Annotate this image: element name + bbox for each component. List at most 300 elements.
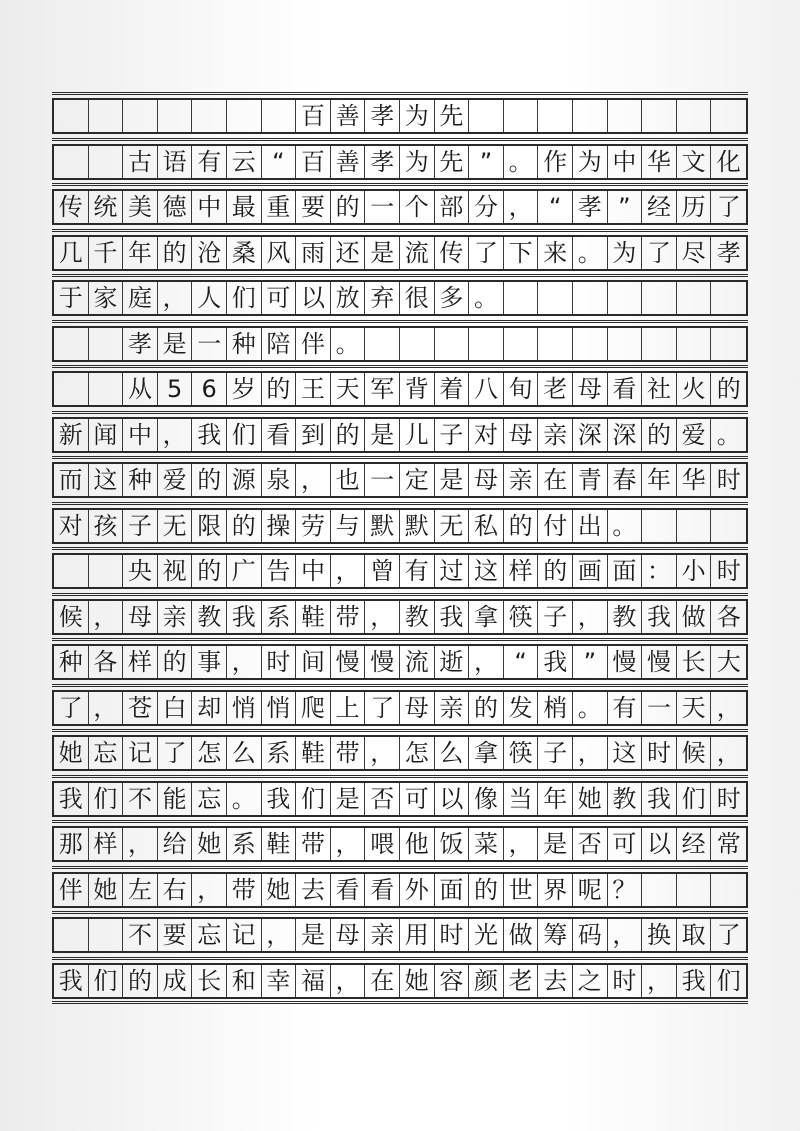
grid-cell: 美 (123, 191, 158, 223)
grid-cell: 的 (158, 646, 193, 678)
grid-cell (123, 100, 158, 132)
grid-cell: 鞋 (262, 828, 297, 860)
grid-cell (89, 100, 124, 132)
grid-cell: 当 (504, 783, 539, 815)
grid-cell: 对 (54, 510, 89, 542)
grid-cell: 各 (716, 602, 741, 631)
grid-cell: 候 (54, 601, 89, 633)
grid-cell: 她 (573, 783, 608, 815)
grid-cell (677, 328, 712, 360)
grid-cell: 一 (365, 464, 400, 496)
grid-cell: 这 (89, 464, 124, 496)
grid-cell: 春 (608, 464, 643, 496)
grid-cell: 华 (677, 464, 712, 496)
grid-cell: 陪 (262, 328, 297, 360)
grid-cell: ” (573, 646, 608, 678)
grid-cell: 伴 (296, 328, 331, 360)
grid-cell: 白 (158, 692, 193, 724)
grid-cell (538, 328, 573, 360)
grid-row (52, 235, 748, 271)
grid-cell: 经 (677, 828, 712, 860)
grid-cell: 5 (158, 373, 193, 405)
grid-cell: 教 (400, 601, 435, 633)
grid-cell: ， (123, 828, 158, 860)
grid-cell: 右 (158, 874, 193, 906)
grid-cell: 筷 (504, 601, 539, 633)
grid-cell: 时 (716, 466, 741, 494)
grid-row (52, 371, 748, 407)
grid-cell: 到 (296, 419, 331, 451)
grid-cell: 忘 (192, 919, 227, 951)
grid-row (52, 326, 748, 362)
grid-cell: 的 (227, 510, 262, 542)
grid-cell: 可 (400, 783, 435, 815)
grid-cell (711, 282, 746, 314)
grid-cell: 老 (504, 965, 539, 997)
grid-cell: 我 (642, 601, 677, 633)
grid-cell: 旬 (504, 373, 539, 405)
row-rule (52, 138, 748, 141)
grid-cell: 部 (435, 191, 470, 223)
grid-cell: 要 (158, 919, 193, 951)
grid-cell: ： (642, 555, 677, 587)
grid-cell: 们 (89, 783, 124, 815)
grid-cell: 是 (331, 783, 366, 815)
grid-cell: 面 (608, 555, 643, 587)
grid-cell: 化 (716, 147, 741, 176)
grid-cell: 做 (504, 919, 539, 951)
grid-cell: 慢 (642, 646, 677, 678)
grid-cell: 们 (296, 783, 331, 815)
grid-cell: 忘 (89, 737, 124, 769)
grid-cell (504, 282, 539, 314)
grid-cell: 记 (227, 919, 262, 951)
grid-cell: 发 (504, 692, 539, 724)
grid-row (52, 872, 748, 908)
row-rule (52, 92, 748, 95)
grid-cell (89, 328, 124, 360)
grid-cell: 有 (192, 146, 227, 178)
grid-cell: 先 (435, 146, 470, 178)
grid-cell: 孝 (365, 100, 400, 132)
grid-cell: 八 (469, 373, 504, 405)
grid-cell: ， (262, 919, 297, 951)
grid-cell: 了 (54, 692, 89, 724)
grid-cell (158, 100, 193, 132)
grid-cell: 。 (331, 328, 366, 360)
grid-cell: 鞋 (296, 601, 331, 633)
grid-cell: 央 (123, 555, 158, 587)
grid-cell (89, 555, 124, 587)
grid-cell: 沧 (192, 237, 227, 269)
grid-cell: 带 (227, 874, 262, 906)
grid-cell: 了 (365, 692, 400, 724)
grid-cell: 要 (296, 191, 331, 223)
grid-cell: ， (331, 555, 366, 587)
grid-cell: 默 (365, 510, 400, 542)
grid-cell: 子 (538, 601, 573, 633)
grid-cell: 华 (642, 146, 677, 178)
grid-cell: 老 (538, 373, 573, 405)
grid-cell: ， (158, 282, 193, 314)
grid-cell: 中 (123, 419, 158, 451)
grid-cell: ， (716, 693, 741, 722)
grid-cell: 伴 (54, 874, 89, 906)
grid-cell: 人 (192, 282, 227, 314)
row-rule (52, 866, 748, 869)
grid-cell (573, 328, 608, 360)
grid-cell: 看 (331, 874, 366, 906)
grid-cell: 的 (469, 874, 504, 906)
grid-cell: 告 (262, 555, 297, 587)
grid-cell: 上 (331, 692, 366, 724)
grid-cell: 无 (435, 510, 470, 542)
grid-cell: 中 (296, 555, 331, 587)
grid-cell: 否 (573, 828, 608, 860)
grid-cell: 容 (435, 965, 470, 997)
grid-cell: 鞋 (296, 737, 331, 769)
row-rule (52, 729, 748, 732)
grid-cell: 亲 (365, 919, 400, 951)
grid-cell: 和 (227, 965, 262, 997)
grid-cell: 成 (158, 965, 193, 997)
grid-cell: 年 (642, 464, 677, 496)
grid-cell: 常 (716, 830, 741, 858)
grid-cell: 雨 (296, 237, 331, 269)
grid-cell: 百 (296, 146, 331, 178)
grid-cell: 从 (123, 373, 158, 405)
grid-cell: 时 (716, 784, 741, 813)
grid-cell: 大 (716, 648, 741, 676)
grid-cell: 的 (331, 191, 366, 223)
row-rule (52, 911, 748, 914)
grid-cell: 系 (262, 601, 297, 633)
grid-cell: 小 (677, 555, 712, 587)
grid-cell: 爱 (677, 419, 712, 451)
grid-row (52, 917, 748, 953)
grid-cell: ” (469, 146, 504, 178)
grid-cell: 的 (123, 965, 158, 997)
grid-cell (677, 510, 712, 542)
grid-cell (711, 328, 746, 360)
grid-cell: 的 (642, 419, 677, 451)
grid-cell: 无 (158, 510, 193, 542)
grid-cell: 母 (123, 601, 158, 633)
grid-cell: 做 (677, 601, 712, 633)
grid-cell: 德 (158, 191, 193, 223)
grid-cell: 他 (400, 828, 435, 860)
grid-cell: 我 (435, 601, 470, 633)
grid-cell: 的 (192, 464, 227, 496)
grid-cell: 了 (716, 193, 741, 221)
grid-cell: 逝 (435, 646, 470, 678)
grid-cell: 了 (642, 237, 677, 269)
grid-cell: 社 (642, 373, 677, 405)
grid-cell: 古 (123, 146, 158, 178)
grid-cell: 否 (365, 783, 400, 815)
grid-cell: 带 (296, 828, 331, 860)
grid-row (52, 553, 748, 589)
grid-cell: 有 (608, 692, 643, 724)
row-rule (52, 365, 748, 368)
grid-cell: 系 (262, 737, 297, 769)
grid-cell (400, 328, 435, 360)
grid-cell: 的 (158, 237, 193, 269)
grid-cell (711, 510, 746, 542)
grid-cell: 这 (608, 737, 643, 769)
grid-cell: 左 (123, 874, 158, 906)
grid-cell: 操 (262, 510, 297, 542)
grid-cell (262, 100, 297, 132)
grid-cell: 像 (469, 783, 504, 815)
grid-cell: 时 (608, 965, 643, 997)
row-rule (52, 957, 748, 960)
grid-cell: 王 (296, 373, 331, 405)
grid-cell: “ (538, 191, 573, 223)
grid-cell: 种 (123, 464, 158, 496)
grid-cell: 以 (435, 783, 470, 815)
grid-cell: 庭 (123, 282, 158, 314)
grid-cell: 以 (642, 828, 677, 860)
grid-cell: 我 (262, 783, 297, 815)
grid-cell: 作 (538, 146, 573, 178)
grid-cell (711, 100, 746, 132)
grid-cell: 是 (158, 328, 193, 360)
grid-cell: 。 (227, 783, 262, 815)
grid-cell: 码 (573, 919, 608, 951)
grid-cell: 喂 (365, 828, 400, 860)
row-rule (52, 320, 748, 323)
grid-cell: 军 (365, 373, 400, 405)
grid-cell: 她 (400, 965, 435, 997)
grid-cell: 有 (400, 555, 435, 587)
grid-cell: 尽 (677, 237, 712, 269)
grid-cell: 她 (89, 874, 124, 906)
row-rule (52, 411, 748, 414)
grid-cell: 放 (331, 282, 366, 314)
grid-row (52, 508, 748, 544)
grid-cell: 看 (262, 419, 297, 451)
grid-cell: 带 (331, 601, 366, 633)
grid-row (52, 826, 748, 862)
grid-cell: ， (642, 965, 677, 997)
grid-cell: 孩 (89, 510, 124, 542)
grid-cell: “ (262, 146, 297, 178)
grid-cell (504, 328, 539, 360)
grid-cell: 我 (227, 601, 262, 633)
grid-cell: 这 (469, 555, 504, 587)
grid-row (52, 781, 748, 817)
grid-cell: 弃 (365, 282, 400, 314)
grid-cell: 的 (716, 375, 741, 403)
grid-cell (54, 146, 89, 178)
grid-cell (642, 874, 677, 906)
grid-cell: 在 (538, 464, 573, 496)
grid-cell: 不 (123, 919, 158, 951)
grid-cell (608, 328, 643, 360)
grid-cell: 中 (608, 146, 643, 178)
grid-cell: 福 (296, 965, 331, 997)
grid-cell: 外 (400, 874, 435, 906)
grid-cell: 样 (504, 555, 539, 587)
grid-cell: 么 (227, 737, 262, 769)
grid-cell (192, 100, 227, 132)
grid-cell: 事 (192, 646, 227, 678)
grid-cell (642, 328, 677, 360)
grid-cell: 用 (400, 919, 435, 951)
grid-cell: 却 (192, 692, 227, 724)
grid-cell: 光 (469, 919, 504, 951)
grid-cell: 们 (716, 966, 741, 995)
grid-cell: 看 (608, 373, 643, 405)
grid-cell: 去 (538, 965, 573, 997)
grid-cell: 新 (54, 419, 89, 451)
grid-cell: 我 (642, 783, 677, 815)
grid-cell: 子 (435, 419, 470, 451)
grid-cell: 。 (573, 692, 608, 724)
grid-cell: 慢 (608, 646, 643, 678)
grid-cell: 我 (192, 419, 227, 451)
grid-cell: 长 (192, 965, 227, 997)
grid-cell: 的 (192, 555, 227, 587)
grid-cell: 泉 (262, 464, 297, 496)
grid-cell: 那 (54, 828, 89, 860)
grid-cell (89, 373, 124, 405)
grid-cell: 时 (642, 737, 677, 769)
row-rule (52, 547, 748, 550)
composition-sheet (52, 92, 748, 1022)
grid-cell: 多 (435, 282, 470, 314)
grid-cell: 子 (538, 737, 573, 769)
grid-row (52, 462, 748, 498)
grid-cell: 风 (262, 237, 297, 269)
grid-cell: 慢 (331, 646, 366, 678)
grid-cell: 我 (54, 783, 89, 815)
grid-cell: 重 (262, 191, 297, 223)
grid-cell (54, 555, 89, 587)
row-rule (52, 775, 748, 778)
grid-cell: 。 (608, 510, 643, 542)
grid-cell: 桑 (227, 237, 262, 269)
grid-cell: 劳 (296, 510, 331, 542)
grid-cell: 种 (227, 328, 262, 360)
grid-cell: 了 (469, 237, 504, 269)
grid-cell (608, 100, 643, 132)
grid-cell: 拿 (469, 737, 504, 769)
grid-cell: 换 (642, 919, 677, 951)
grid-cell: 种 (54, 646, 89, 678)
grid-cell (538, 100, 573, 132)
grid-cell: 经 (642, 191, 677, 223)
grid-row (52, 280, 748, 316)
grid-cell: 饭 (435, 828, 470, 860)
grid-cell (677, 100, 712, 132)
grid-cell: 传 (54, 191, 89, 223)
grid-cell: 中 (192, 191, 227, 223)
grid-cell: 在 (365, 965, 400, 997)
grid-cell: 定 (400, 464, 435, 496)
grid-cell: 筷 (504, 737, 539, 769)
grid-cell: 也 (331, 464, 366, 496)
grid-cell: 统 (89, 191, 124, 223)
grid-cell: 我 (54, 965, 89, 997)
grid-cell: 是 (365, 237, 400, 269)
grid-cell: 下 (504, 237, 539, 269)
grid-cell: 为 (573, 146, 608, 178)
grid-cell: 一 (365, 191, 400, 223)
grid-cell: 流 (400, 646, 435, 678)
grid-cell: 带 (331, 737, 366, 769)
grid-cell: 候 (677, 737, 712, 769)
grid-cell: 之 (573, 965, 608, 997)
grid-cell: ， (573, 601, 608, 633)
grid-cell: ， (504, 191, 539, 223)
grid-cell: 梢 (538, 692, 573, 724)
grid-row (52, 417, 748, 453)
grid-cell: 们 (89, 965, 124, 997)
grid-cell: 是 (296, 919, 331, 951)
grid-cell: 取 (677, 919, 712, 951)
grid-cell: 亲 (538, 419, 573, 451)
grid-cell: 火 (677, 373, 712, 405)
grid-cell: 视 (158, 555, 193, 587)
grid-cell: 善 (331, 146, 366, 178)
grid-cell: 为 (400, 146, 435, 178)
grid-cell: 闻 (89, 419, 124, 451)
grid-cell: 最 (227, 191, 262, 223)
grid-cell: 慢 (365, 646, 400, 678)
grid-cell: 间 (296, 646, 331, 678)
grid-cell (54, 919, 89, 951)
bottom-rule (52, 1001, 748, 1004)
grid-cell: 怎 (400, 737, 435, 769)
grid-cell: 的 (469, 692, 504, 724)
grid-cell: 。 (573, 237, 608, 269)
grid-cell: 筹 (538, 919, 573, 951)
grid-row (52, 644, 748, 680)
grid-cell (89, 146, 124, 178)
grid-row (52, 189, 748, 225)
grid-row (52, 690, 748, 726)
grid-cell: 限 (192, 510, 227, 542)
grid-cell: 百 (296, 100, 331, 132)
grid-cell: 千 (89, 237, 124, 269)
grid-cell (54, 100, 89, 132)
grid-cell: 一 (642, 692, 677, 724)
grid-cell: 私 (469, 510, 504, 542)
grid-cell: ？ (608, 874, 643, 906)
grid-cell: 对 (469, 419, 504, 451)
grid-cell: ， (365, 737, 400, 769)
grid-row (52, 98, 748, 134)
grid-cell (227, 100, 262, 132)
grid-cell (677, 874, 712, 906)
grid-cell: 。 (504, 146, 539, 178)
grid-cell (573, 282, 608, 314)
row-rule (52, 638, 748, 641)
grid-cell: “ (504, 646, 539, 678)
grid-cell: 着 (435, 373, 470, 405)
grid-cell: 苍 (123, 692, 158, 724)
row-rule (52, 820, 748, 823)
grid-cell: 为 (400, 100, 435, 132)
grid-cell: 源 (227, 464, 262, 496)
grid-cell: 语 (158, 146, 193, 178)
grid-row (52, 735, 748, 771)
grid-cell: 天 (331, 373, 366, 405)
grid-cell: 付 (538, 510, 573, 542)
grid-cell: 于 (54, 282, 89, 314)
